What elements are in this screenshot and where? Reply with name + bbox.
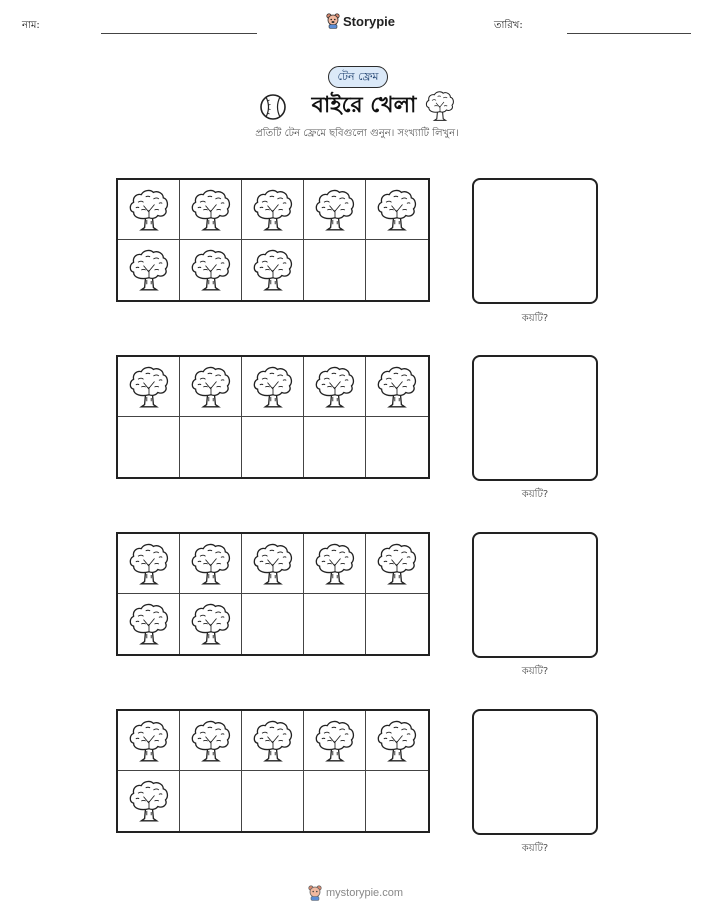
frame-cell (118, 594, 180, 654)
frame-cell (118, 417, 180, 477)
frame-cell (366, 240, 428, 300)
tree-icon (189, 718, 233, 764)
tree-icon (251, 541, 295, 587)
tree-icon (189, 541, 233, 587)
frame-cell (118, 240, 180, 300)
tree-icon (313, 364, 357, 410)
frame-cell (118, 711, 180, 771)
answer-box[interactable] (472, 355, 598, 481)
frame-cell (366, 711, 428, 771)
frame-cell (118, 534, 180, 594)
frame-cell (118, 180, 180, 240)
frame-cell (304, 771, 366, 831)
frame-cell (304, 534, 366, 594)
frame-cell (242, 357, 304, 417)
tree-icon (127, 187, 171, 233)
bear-mascot-icon (326, 13, 340, 29)
frame-cell (242, 594, 304, 654)
topic-badge: টেন ফ্রেম (328, 66, 388, 88)
bear-mascot-icon (308, 885, 322, 901)
answer-box[interactable] (472, 532, 598, 658)
frame-cell (304, 180, 366, 240)
tree-icon (375, 541, 419, 587)
frame-cell (242, 240, 304, 300)
frame-cell (180, 240, 242, 300)
frame-cell (366, 180, 428, 240)
worksheet-title: বাইরে খেলা (311, 93, 417, 118)
tree-icon (189, 364, 233, 410)
brand-name: Storypie (343, 13, 396, 29)
tree-icon (251, 187, 295, 233)
frame-cell (242, 417, 304, 477)
tree-icon (127, 601, 171, 647)
frame-cell (180, 594, 242, 654)
frame-cell (304, 594, 366, 654)
ten-frame (116, 532, 430, 656)
tree-icon (251, 247, 295, 293)
tree-icon (127, 364, 171, 410)
frame-cell (180, 180, 242, 240)
ten-frame (116, 355, 430, 479)
frame-cell (180, 534, 242, 594)
answer-box[interactable] (472, 178, 598, 304)
tree-icon (127, 247, 171, 293)
frame-cell (366, 534, 428, 594)
date-label: তারিখ: (494, 20, 523, 31)
footer (308, 885, 403, 901)
date-line[interactable] (567, 33, 691, 34)
tree-icon (251, 718, 295, 764)
frame-cell (304, 240, 366, 300)
brand-logo (326, 13, 395, 29)
tree-icon (424, 90, 456, 122)
tree-icon (189, 187, 233, 233)
tree-icon (375, 718, 419, 764)
tree-icon (313, 187, 357, 233)
name-line[interactable] (101, 33, 257, 34)
ten-frame (116, 709, 430, 833)
baseball-icon (259, 93, 287, 121)
frame-cell (242, 771, 304, 831)
answer-label: কয়টি? (521, 843, 549, 854)
frame-cell (366, 357, 428, 417)
tree-icon (375, 187, 419, 233)
tree-icon (251, 364, 295, 410)
frame-cell (180, 711, 242, 771)
frame-cell (118, 771, 180, 831)
frame-cell (242, 180, 304, 240)
frame-cell (304, 417, 366, 477)
frame-cell (180, 771, 242, 831)
frame-cell (366, 417, 428, 477)
answer-box[interactable] (472, 709, 598, 835)
frame-cell (180, 357, 242, 417)
frame-cell (366, 594, 428, 654)
tree-icon (313, 718, 357, 764)
tree-icon (127, 541, 171, 587)
frame-cell (180, 417, 242, 477)
frame-cell (118, 357, 180, 417)
tree-icon (189, 247, 233, 293)
ten-frame (116, 178, 430, 302)
tree-icon (189, 601, 233, 647)
frame-cell (242, 711, 304, 771)
name-label: নাম: (22, 20, 40, 31)
frame-cell (304, 357, 366, 417)
tree-icon (127, 778, 171, 824)
tree-icon (313, 541, 357, 587)
footer-url: mystorypie.com (326, 887, 404, 899)
frame-cell (242, 534, 304, 594)
frame-cell (366, 771, 428, 831)
answer-label: কয়টি? (521, 313, 549, 324)
instructions: প্রতিটি টেন ফ্রেমে ছবিগুলো গুনুন। সংখ্যাটি লিখুন। (255, 128, 459, 139)
answer-label: কয়টি? (521, 666, 549, 677)
tree-icon (375, 364, 419, 410)
answer-label: কয়টি? (521, 489, 549, 500)
frame-cell (304, 711, 366, 771)
tree-icon (127, 718, 171, 764)
